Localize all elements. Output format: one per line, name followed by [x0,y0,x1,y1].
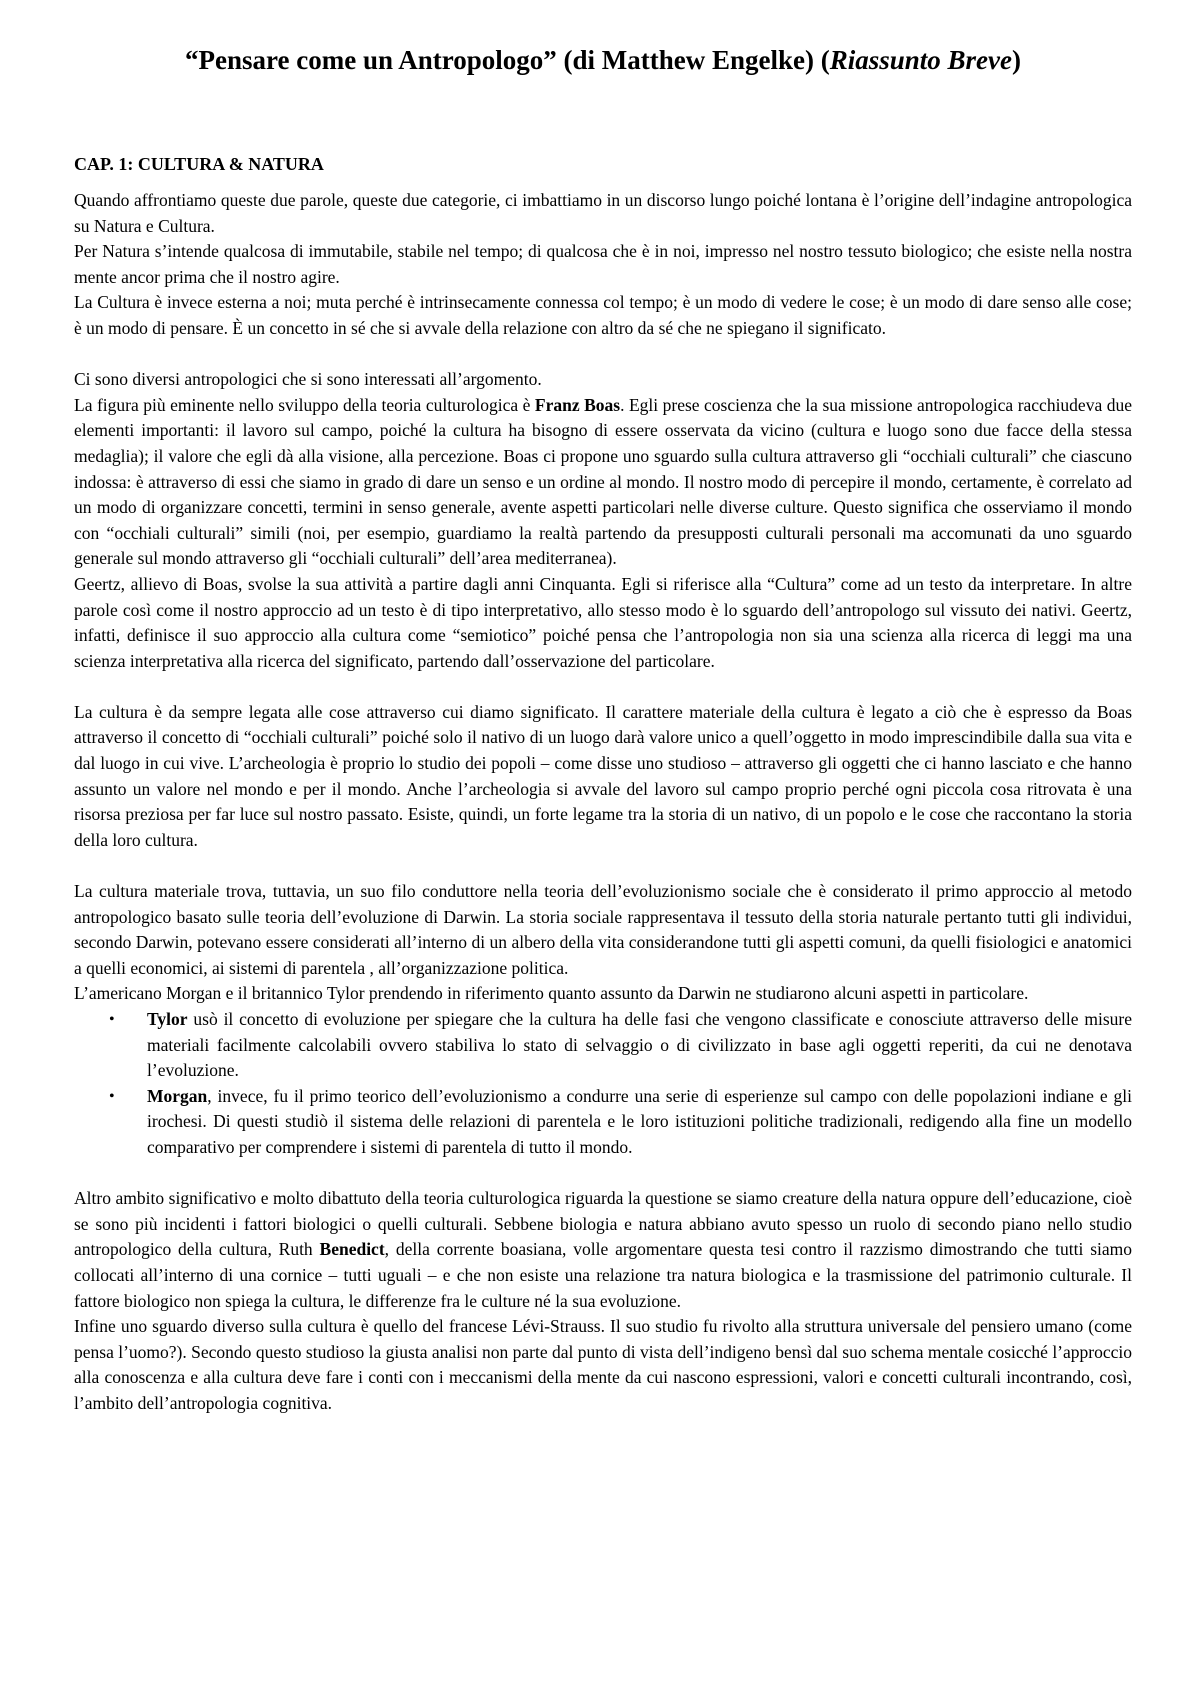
bullet-bold-morgan: Morgan [147,1085,208,1106]
bullet-text-tylor: usò il concetto di evoluzione per spiegare che la cultura ha delle fasi che vengono classificate e conosciute attraverso delle misure materiali facilmente calcolabili ovvero stabiliva lo stato di selvaggio o di civilizzato in base agli oggetti reperiti, da cui ne denotava l’evoluzione. [147,1009,1132,1081]
bullet-item-morgan [74,1084,1132,1161]
document-page [74,0,1132,1417]
title-main: “Pensare come un Antropologo” (di Matthew Engelke) ( [185,45,830,75]
benedict-text-after: , della corrente boasiana, volle argomentare questa tesi contro il razzismo dimostrando che tutti siamo collocati all’interno di una cornice – tutti uguali – e che non esiste una relazione tra natura biologica e la trasmissione del patrimonio culturale. Il fattore biologico non spiega la cultura, le differenze fra le culture né la sua evoluzione. [74,1239,1133,1311]
title-italic: Riassunto Breve [829,45,1012,75]
paragraph-intro: Quando affrontiamo queste due parole, queste due categorie, ci imbattiamo in un discorso lungo poiché lontana è l’origine dell’indagine antropologica su Natura e Cultura. [74,190,1132,236]
paragraph-cultura-materiale: La cultura è da sempre legata alle cose attraverso cui diamo significato. Il carattere materiale della cultura è legato a ciò che è espresso da Boas attraverso il concetto di “occhiali culturali” poiché solo il nativo di un luogo darà valore unico a quell’oggetto in modo imprescindibile dalla sua vita e dal luogo in cui vive. L’archeologia è proprio lo studio dei popoli – come disse uno studioso – attraverso gli oggetti che ci hanno lasciato e che hanno assunto un valore nel mondo e per il mondo. Anche l’archeologia si avvale del lavoro sul campo proprio perché ogni piccola cosa ritrovata è una risorsa preziosa per far luce sul nostro passato. Esiste, quindi, un forte legame tra la storia di un nativo, di un popolo e le cose che raccontano la storia della loro cultura. [74,701,1132,850]
boas-text-before: La figura più eminente nello sviluppo della teoria culturologica è [74,394,535,415]
document-title [74,40,1132,80]
bullet-icon: • [109,1087,115,1105]
benedict-name: Benedict [319,1239,385,1260]
paragraph-boas [74,393,1132,572]
paragraph-antropologi: Ci sono diversi antropologici che si sono interessati all’argomento. [74,369,542,390]
title-end: ) [1012,45,1021,75]
paragraph-levi-strauss: Infine uno sguardo diverso sulla cultura è quello del francese Lévi-Strauss. Il suo studio fu rivolto alla struttura universale del pensiero umano (come pensa l’uomo?). Secondo questo studioso la giusta analisi non parte dal punto di vista dell’indigeno bensì dal suo schema mentale cosicché l’approccio alla conoscenza e alla cultura deve fare i conti con i meccanismi della mente da cui nascono espressioni, valori e concetti culturali incontrando, così, l’ambito dell’antropologia cognitiva. [74,1316,1132,1413]
benedict-text-before: Altro ambito significativo e molto dibattuto della teoria culturologica riguarda la questione se siamo creature della natura oppure dell’educazione, cioè se sono più incidenti i fattori biologici o quelli culturali. Sebbene biologia e natura abbiano avuto spesso un ruolo di secondo piano nello studio antropologico della cultura, Ruth [74,1188,1132,1260]
paragraph-natura: Per Natura s’intende qualcosa di immutabile, stabile nel tempo; di qualcosa che è in noi, impresso nel nostro tessuto biologico; che esiste nella nostra mente ancor prima che il nostro agire. [74,241,1132,287]
bullet-bold-tylor: Tylor [147,1009,188,1029]
paragraph-geertz: Geertz, allievo di Boas, svolse la sua attività a partire dagli anni Cinquanta. Egli si riferisce alla “Cultura” come ad un testo da interpretare. In altre parole così come il nostro approccio ad un testo è di tipo interpretativo, allo stesso modo è lo sguardo dell’antropologo sul vissuto dei nativi. Geertz, infatti, definisce il suo approccio alla cultura come “semiotico” poiché pensa che l’antropologia non sia una scienza alla ricerca di leggi ma una scienza interpretativa alla ricerca del significato, partendo dall’osservazione del particolare. [74,573,1132,671]
bullet-list [74,1007,1132,1161]
paragraph-benedict [74,1186,1132,1314]
boas-text-after: . Egli prese coscienza che la sua missione antropologica racchiudeva due elementi importanti: il lavoro sul campo, poiché la cultura ha bisogno di essere osservata da vicino (cultura e luogo sono due facce della stessa medaglia); il valore che egli dà alla visione, alla percezione. Boas ci propone uno sguardo sulla cultura attraverso gli “occhiali culturali” che ciascuno indossa: è attraverso di essi che siamo in grado di dare un senso e un ordine al mondo. Il nostro modo di percepire il mondo, certamente, è correlato ad un modo di organizzare concetti, termini in senso generale, avente aspetti particolari nelle diverse culture. Questo significa che osserviamo il mondo con “occhiali culturali” simili (noi, per esempio, guardiamo la realtà partendo da presupposti culturali personali ma accomunati da uno sguardo generale sul mondo attraverso gli “occhiali culturali” dell’area mediterranea). [74,394,1132,569]
paragraph-evoluzionismo: La cultura materiale trova, tuttavia, un suo filo conduttore nella teoria dell’evoluzionismo sociale che è considerato il primo approccio al metodo antropologico basato sulle teoria dell’evoluzione di Darwin. La storia sociale rappresentava il tessuto della storia naturale pertanto tutti gli individui, secondo Darwin, potevano essere considerati all’interno di un albero della vita considerandone tutti gli aspetti comuni, da quelli fisiologici e anatomici a quelli economici, ai sistemi di parentela , all’organizzazione politica. [74,881,1132,978]
boas-name: Franz Boas [534,394,621,415]
bullet-icon: • [109,1011,115,1028]
chapter-heading: CAP. 1: CULTURA & NATURA [74,154,324,174]
bullet-text-morgan: , invece, fu il primo teorico dell’evoluzionismo a condurre una serie di esperienze sul campo con delle popolazioni indiane e gli irochesi. Di questi studiò il sistema delle relazioni di parentela e le loro istituzioni politiche tradizionali, redigendo alla fine un modello comparativo per comprendere i sistemi di parentela di tutto il mondo. [147,1085,1132,1157]
paragraph-cultura: La Cultura è invece esterna a noi; muta perché è intrinsecamente connessa col tempo; è un modo di vedere le cose; è un modo di dare senso alle cose; è un modo di pensare. È un concetto in sé che si avvale della relazione con altro da sé che ne spiegano il significato. [74,292,1132,338]
paragraph-morgan-tylor: L’americano Morgan e il britannico Tylor prendendo in riferimento quanto assunto da Darwin ne studiarono alcuni aspetti in particolare. [74,983,1029,1004]
bullet-item-tylor [74,1007,1132,1084]
